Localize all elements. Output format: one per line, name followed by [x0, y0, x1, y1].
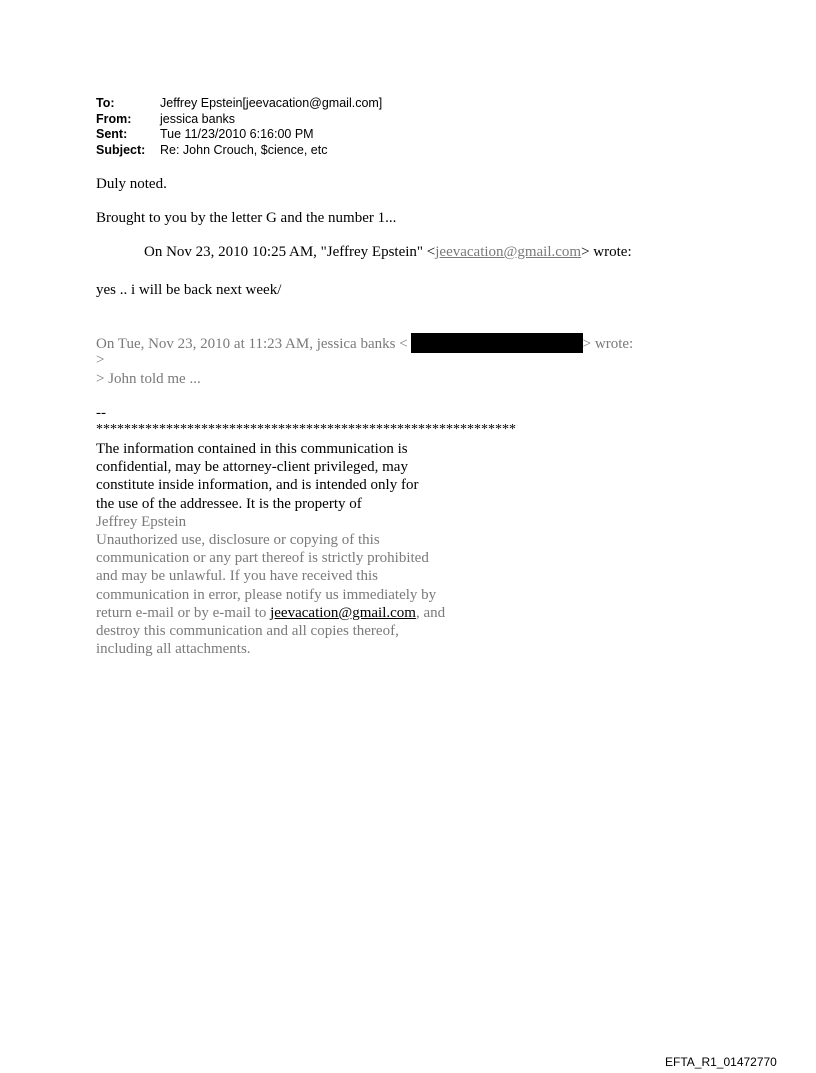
redaction-block [411, 333, 583, 353]
disclaimer-line: constitute inside information, and is intended only for [96, 477, 419, 494]
signature-separator: -- [96, 405, 106, 421]
subject-label: Subject: [96, 142, 146, 157]
quote1-email-link[interactable]: jeevacation@gmail.com [435, 244, 582, 260]
disclaimer-gray-line: communication in error, please notify us immediately by [96, 586, 437, 603]
quote-marker: > [96, 352, 105, 368]
quote2-suffix: > wrote: [582, 336, 634, 352]
disclaimer-email-link[interactable]: jeevacation@gmail.com [270, 604, 416, 621]
disclaimer-gray-line: Jeffrey Epstein [96, 513, 187, 530]
to-label: To: [96, 96, 115, 110]
email-line-suffix: , and [415, 604, 446, 621]
quote-header-2 [96, 333, 633, 353]
email-line-prefix: return e-mail or by e-mail to [96, 604, 271, 621]
disclaimer-gray-line: destroy this communication and all copies thereof, [96, 623, 399, 640]
from-value: jessica banks [160, 111, 236, 126]
disclaimer-gray-line: including all attachments. [96, 641, 251, 658]
document-id: EFTA_R1_01472770 [665, 1055, 777, 1069]
disclaimer-email-line [96, 604, 445, 622]
asterisk-divider: ************************************************************ [96, 422, 516, 437]
body-line-yes: yes .. i will be back next week/ [96, 282, 282, 298]
body-line-brought: Brought to you by the letter G and the number 1... [96, 210, 397, 226]
disclaimer-gray-line: Unauthorized use, disclosure or copying of this [96, 532, 380, 549]
header-subject [96, 143, 382, 159]
header-to [96, 96, 382, 112]
header-sent [96, 127, 382, 143]
quote1-prefix: On Nov 23, 2010 10:25 AM, "Jeffrey Epstein" < [144, 244, 436, 260]
header-from [96, 112, 382, 128]
quote2-prefix: On Tue, Nov 23, 2010 at 11:23 AM, jessica banks < [96, 336, 408, 352]
disclaimer-gray-line: and may be unlawful. If you have received this [96, 568, 378, 585]
quoted-line: > John told me ... [96, 371, 201, 387]
disclaimer-line: the use of the addressee. It is the property of [96, 495, 362, 512]
disclaimer-line: The information contained in this communication is [96, 441, 408, 457]
sent-value: Tue 11/23/2010 6:16:00 PM [160, 127, 314, 141]
quote-header-1 [144, 243, 632, 261]
disclaimer-line: confidential, may be attorney-client privileged, may [96, 459, 408, 476]
disclaimer-gray-line: communication or any part thereof is strictly prohibited [96, 550, 429, 567]
to-value: Jeffrey Epstein[jeevacation@gmail.com] [160, 96, 383, 110]
subject-value: Re: John Crouch, $cience, etc [160, 142, 328, 157]
quote1-suffix: > wrote: [581, 244, 632, 260]
email-header [96, 96, 382, 158]
body-line-duly-noted: Duly noted. [96, 176, 167, 192]
from-label: From: [96, 111, 132, 126]
sent-label: Sent: [96, 127, 128, 141]
disclaimer [96, 440, 445, 658]
